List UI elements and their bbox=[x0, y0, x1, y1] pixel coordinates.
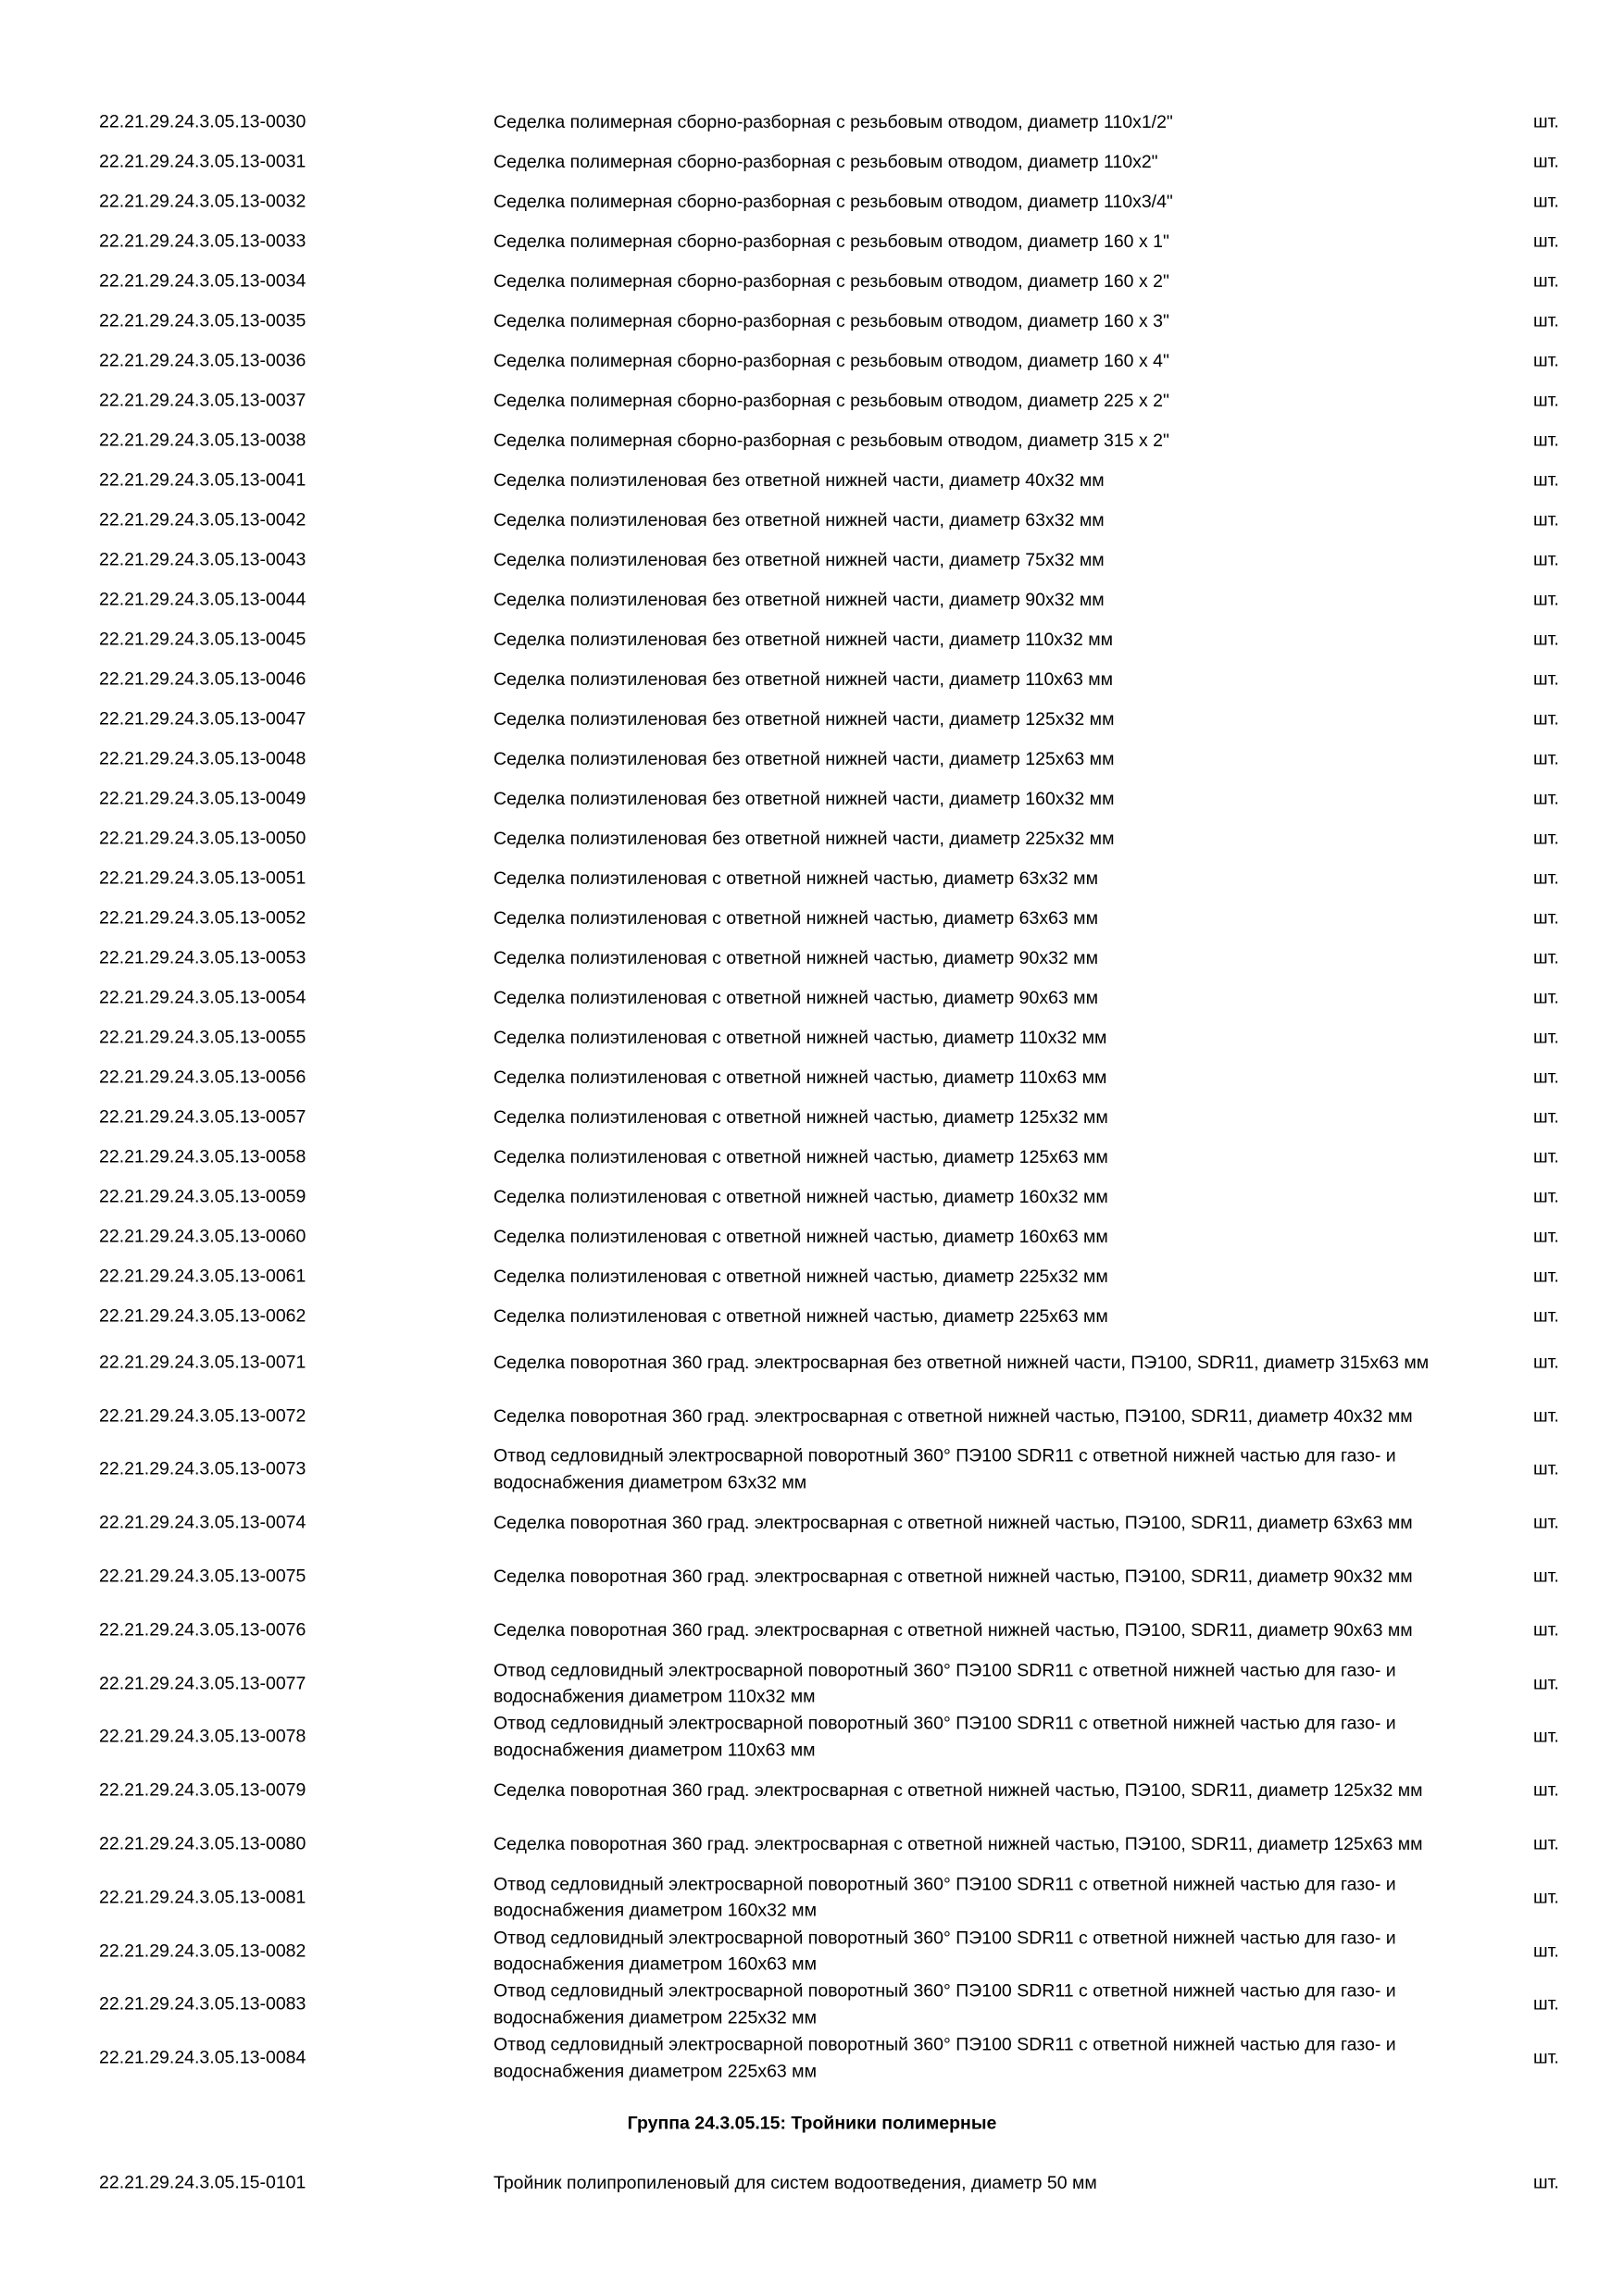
table-row bbox=[0, 619, 1624, 659]
table-row bbox=[0, 978, 1624, 1017]
table-row bbox=[0, 301, 1624, 341]
item-unit: шт. bbox=[1533, 668, 1559, 689]
item-unit: шт. bbox=[1533, 708, 1559, 729]
item-code: 22.21.29.24.3.05.13-0055 bbox=[99, 1027, 306, 1047]
item-description: Седелка полиэтиленовая с ответной нижней частью, диаметр 160x63 мм bbox=[493, 1226, 1108, 1247]
item-code: 22.21.29.24.3.05.13-0036 bbox=[99, 350, 306, 370]
item-code: 22.21.29.24.3.05.13-0031 bbox=[99, 151, 306, 171]
table-row bbox=[0, 1871, 1624, 1925]
item-unit: шт. bbox=[1533, 1779, 1559, 1801]
item-unit: шт. bbox=[1533, 151, 1559, 171]
item-code: 22.21.29.24.3.05.13-0054 bbox=[99, 987, 306, 1007]
table-row bbox=[0, 420, 1624, 460]
table-row bbox=[0, 779, 1624, 818]
item-code: 22.21.29.24.3.05.13-0073 bbox=[99, 1458, 306, 1479]
item-unit: шт. bbox=[1533, 270, 1559, 291]
item-code: 22.21.29.24.3.05.13-0049 bbox=[99, 788, 306, 808]
table-row bbox=[0, 1017, 1624, 1057]
table-row bbox=[0, 1657, 1624, 1711]
item-description: Седелка полимерная сборно-разборная с резьбовым отводом, диаметр 160 x 1" bbox=[493, 231, 1169, 252]
item-code: 22.21.29.24.3.05.13-0072 bbox=[99, 1405, 306, 1427]
item-description: Седелка поворотная 360 град. электросварная с ответной нижней частью, ПЭ100, SDR11, диаметр 40x32 мм bbox=[493, 1405, 1413, 1427]
item-code: 22.21.29.24.3.05.13-0041 bbox=[99, 469, 306, 490]
item-description: Отвод седловидный электросварной поворотный 360° ПЭ100 SDR11 с ответной нижней частью для газо- и водоснабжения диаметром 225x32 мм bbox=[493, 1980, 1396, 2028]
item-unit: шт. bbox=[1533, 231, 1559, 251]
item-unit: шт. bbox=[1533, 111, 1559, 131]
item-code: 22.21.29.24.3.05.13-0045 bbox=[99, 629, 306, 649]
table-row bbox=[0, 818, 1624, 858]
item-code: 22.21.29.24.3.05.13-0061 bbox=[99, 1266, 306, 1286]
item-unit: шт. bbox=[1533, 1266, 1559, 1286]
item-description: Седелка полиэтиленовая без ответной нижней части, диаметр 75x32 мм bbox=[493, 549, 1105, 570]
item-code: 22.21.29.24.3.05.13-0056 bbox=[99, 1067, 306, 1087]
item-description: Седелка полиэтиленовая с ответной нижней частью, диаметр 110x32 мм bbox=[493, 1027, 1107, 1048]
item-unit: шт. bbox=[1533, 310, 1559, 331]
table-row bbox=[0, 102, 1624, 142]
item-description: Седелка полиэтиленовая без ответной нижней части, диаметр 110x32 мм bbox=[493, 629, 1114, 650]
item-unit: шт. bbox=[1533, 1673, 1559, 1694]
item-description: Седелка поворотная 360 град. электросварная с ответной нижней частью, ПЭ100, SDR11, диаметр 90x63 мм bbox=[493, 1619, 1413, 1641]
item-unit: шт. bbox=[1533, 1106, 1559, 1127]
item-code: 22.21.29.24.3.05.13-0037 bbox=[99, 390, 306, 410]
item-code: 22.21.29.24.3.05.13-0081 bbox=[99, 1887, 306, 1908]
table-row bbox=[0, 659, 1624, 699]
item-unit: шт. bbox=[1533, 1833, 1559, 1854]
item-unit: шт. bbox=[1533, 1352, 1559, 1373]
item-description: Седелка полиэтиленовая с ответной нижней частью, диаметр 63x32 мм bbox=[493, 867, 1098, 889]
item-unit: шт. bbox=[1533, 469, 1559, 490]
item-description: Седелка полимерная сборно-разборная с резьбовым отводом, диаметр 110x1/2" bbox=[493, 111, 1173, 132]
item-description: Отвод седловидный электросварной поворотный 360° ПЭ100 SDR11 с ответной нижней частью для газо- и водоснабжения диаметром 63x32 мм bbox=[493, 1445, 1396, 1493]
item-code: 22.21.29.24.3.05.13-0032 bbox=[99, 191, 306, 211]
item-description: Седелка полиэтиленовая без ответной нижней части, диаметр 225x32 мм bbox=[493, 828, 1115, 849]
item-description: Седелка полимерная сборно-разборная с резьбовым отводом, диаметр 160 x 3" bbox=[493, 310, 1169, 331]
item-unit: шт. bbox=[1533, 1458, 1559, 1479]
table-row bbox=[0, 858, 1624, 898]
table-row bbox=[0, 1217, 1624, 1256]
table-row bbox=[0, 460, 1624, 500]
item-code: 22.21.29.24.3.05.13-0080 bbox=[99, 1833, 306, 1854]
item-unit: шт. bbox=[1533, 390, 1559, 410]
item-unit: шт. bbox=[1533, 1512, 1559, 1533]
item-code: 22.21.29.24.3.05.13-0083 bbox=[99, 1993, 306, 2015]
item-code: 22.21.29.24.3.05.13-0082 bbox=[99, 1940, 306, 1962]
item-code: 22.21.29.24.3.05.13-0078 bbox=[99, 1726, 306, 1747]
item-unit: шт. bbox=[1533, 430, 1559, 450]
item-unit: шт. bbox=[1533, 1067, 1559, 1087]
table-row bbox=[0, 1817, 1624, 1871]
item-description: Седелка полиэтиленовая с ответной нижней частью, диаметр 225x32 мм bbox=[493, 1266, 1108, 1287]
item-unit: шт. bbox=[1533, 748, 1559, 768]
item-description: Седелка полиэтиленовая без ответной нижней части, диаметр 90x32 мм bbox=[493, 589, 1105, 610]
table-row bbox=[0, 1711, 1624, 1765]
group-heading-text: Группа 24.3.05.15: Тройники полимерные bbox=[627, 2113, 997, 2134]
item-code: 22.21.29.24.3.05.13-0047 bbox=[99, 708, 306, 729]
item-unit: шт. bbox=[1533, 788, 1559, 808]
item-code: 22.21.29.24.3.05.13-0084 bbox=[99, 2047, 306, 2068]
item-code: 22.21.29.24.3.05.13-0060 bbox=[99, 1226, 306, 1246]
item-description: Седелка полимерная сборно-разборная с резьбовым отводом, диаметр 110x2" bbox=[493, 151, 1158, 172]
item-code: 22.21.29.24.3.05.13-0052 bbox=[99, 907, 306, 928]
item-code: 22.21.29.24.3.05.13-0038 bbox=[99, 430, 306, 450]
item-unit: шт. bbox=[1533, 2172, 1559, 2193]
item-description: Отвод седловидный электросварной поворотный 360° ПЭ100 SDR11 с ответной нижней частью для газо- и водоснабжения диаметром 110x63 мм bbox=[493, 1713, 1396, 1761]
item-code: 22.21.29.24.3.05.13-0053 bbox=[99, 947, 306, 967]
item-unit: шт. bbox=[1533, 1305, 1559, 1326]
table-row bbox=[0, 2163, 1624, 2202]
item-code: 22.21.29.24.3.05.13-0046 bbox=[99, 668, 306, 689]
table-row bbox=[0, 1057, 1624, 1097]
item-description: Седелка полиэтиленовая без ответной нижней части, диаметр 63x32 мм bbox=[493, 509, 1105, 530]
item-code: 22.21.29.24.3.05.13-0048 bbox=[99, 748, 306, 768]
item-unit: шт. bbox=[1533, 191, 1559, 211]
item-description: Седелка полиэтиленовая без ответной нижней части, диаметр 40x32 мм bbox=[493, 469, 1105, 491]
price-list-table bbox=[0, 102, 1624, 2202]
table-row bbox=[0, 1390, 1624, 1443]
rows-group-c bbox=[0, 2163, 1624, 2202]
table-row bbox=[0, 1256, 1624, 1296]
group-heading bbox=[0, 2085, 1624, 2163]
table-row bbox=[0, 580, 1624, 619]
item-unit: шт. bbox=[1533, 907, 1559, 928]
item-unit: шт. bbox=[1533, 947, 1559, 967]
table-row bbox=[0, 341, 1624, 381]
item-description: Седелка полиэтиленовая с ответной нижней частью, диаметр 160x32 мм bbox=[493, 1186, 1108, 1207]
item-code: 22.21.29.24.3.05.13-0058 bbox=[99, 1146, 306, 1167]
item-code: 22.21.29.24.3.05.13-0030 bbox=[99, 111, 306, 131]
item-unit: шт. bbox=[1533, 828, 1559, 848]
table-row bbox=[0, 142, 1624, 181]
item-unit: шт. bbox=[1533, 987, 1559, 1007]
item-code: 22.21.29.24.3.05.13-0062 bbox=[99, 1305, 306, 1326]
item-code: 22.21.29.24.3.05.13-0076 bbox=[99, 1619, 306, 1641]
item-unit: шт. bbox=[1533, 1146, 1559, 1167]
item-description: Седелка полиэтиленовая с ответной нижней частью, диаметр 90x32 мм bbox=[493, 947, 1098, 968]
item-unit: шт. bbox=[1533, 1566, 1559, 1587]
item-code: 22.21.29.24.3.05.15-0101 bbox=[99, 2172, 306, 2193]
item-unit: шт. bbox=[1533, 1887, 1559, 1908]
table-row bbox=[0, 1925, 1624, 1978]
item-code: 22.21.29.24.3.05.13-0059 bbox=[99, 1186, 306, 1206]
item-code: 22.21.29.24.3.05.13-0033 bbox=[99, 231, 306, 251]
item-unit: шт. bbox=[1533, 1726, 1559, 1747]
table-row bbox=[0, 221, 1624, 261]
item-code: 22.21.29.24.3.05.13-0077 bbox=[99, 1673, 306, 1694]
item-description: Седелка полиэтиленовая с ответной нижней частью, диаметр 125x63 мм bbox=[493, 1146, 1108, 1167]
item-description: Седелка поворотная 360 град. электросварная с ответной нижней частью, ПЭ100, SDR11, диаметр 90x32 мм bbox=[493, 1566, 1413, 1587]
item-code: 22.21.29.24.3.05.13-0042 bbox=[99, 509, 306, 530]
item-unit: шт. bbox=[1533, 1619, 1559, 1641]
item-description: Отвод седловидный электросварной поворотный 360° ПЭ100 SDR11 с ответной нижней частью для газо- и водоснабжения диаметром 225x63 мм bbox=[493, 2034, 1396, 2082]
item-code: 22.21.29.24.3.05.13-0051 bbox=[99, 867, 306, 888]
table-row bbox=[0, 1336, 1624, 1390]
table-row bbox=[0, 1296, 1624, 1336]
item-description: Седелка полиэтиленовая с ответной нижней частью, диаметр 63x63 мм bbox=[493, 907, 1098, 929]
item-code: 22.21.29.24.3.05.13-0071 bbox=[99, 1352, 306, 1373]
item-code: 22.21.29.24.3.05.13-0050 bbox=[99, 828, 306, 848]
item-unit: шт. bbox=[1533, 867, 1559, 888]
table-row bbox=[0, 1443, 1624, 1497]
item-code: 22.21.29.24.3.05.13-0079 bbox=[99, 1779, 306, 1801]
table-row bbox=[0, 381, 1624, 420]
item-code: 22.21.29.24.3.05.13-0057 bbox=[99, 1106, 306, 1127]
item-description: Седелка полимерная сборно-разборная с резьбовым отводом, диаметр 315 x 2" bbox=[493, 430, 1169, 451]
item-code: 22.21.29.24.3.05.13-0044 bbox=[99, 589, 306, 609]
item-unit: шт. bbox=[1533, 1405, 1559, 1427]
item-description: Седелка полиэтиленовая с ответной нижней частью, диаметр 225x63 мм bbox=[493, 1305, 1108, 1327]
item-unit: шт. bbox=[1533, 629, 1559, 649]
item-description: Седелка полимерная сборно-разборная с резьбовым отводом, диаметр 225 x 2" bbox=[493, 390, 1169, 411]
item-unit: шт. bbox=[1533, 509, 1559, 530]
item-code: 22.21.29.24.3.05.13-0075 bbox=[99, 1566, 306, 1587]
table-row bbox=[0, 938, 1624, 978]
table-row bbox=[0, 500, 1624, 540]
item-description: Седелка поворотная 360 град. электросварная с ответной нижней частью, ПЭ100, SDR11, диаметр 125x63 мм bbox=[493, 1833, 1423, 1854]
item-code: 22.21.29.24.3.05.13-0035 bbox=[99, 310, 306, 331]
item-unit: шт. bbox=[1533, 1027, 1559, 1047]
item-unit: шт. bbox=[1533, 1226, 1559, 1246]
rows-group-b bbox=[0, 1336, 1624, 2085]
table-row bbox=[0, 181, 1624, 221]
table-row bbox=[0, 739, 1624, 779]
item-description: Седелка полимерная сборно-разборная с резьбовым отводом, диаметр 160 x 2" bbox=[493, 270, 1169, 292]
table-row bbox=[0, 1550, 1624, 1603]
item-description: Седелка полимерная сборно-разборная с резьбовым отводом, диаметр 160 x 4" bbox=[493, 350, 1169, 371]
item-description: Тройник полипропиленовый для систем водоотведения, диаметр 50 мм bbox=[493, 2172, 1097, 2193]
item-description: Седелка полиэтиленовая без ответной нижней части, диаметр 110x63 мм bbox=[493, 668, 1114, 690]
item-unit: шт. bbox=[1533, 589, 1559, 609]
item-unit: шт. bbox=[1533, 350, 1559, 370]
table-row bbox=[0, 1097, 1624, 1137]
item-unit: шт. bbox=[1533, 1940, 1559, 1962]
table-row bbox=[0, 699, 1624, 739]
item-code: 22.21.29.24.3.05.13-0074 bbox=[99, 1512, 306, 1533]
item-description: Отвод седловидный электросварной поворотный 360° ПЭ100 SDR11 с ответной нижней частью для газо- и водоснабжения диаметром 160x32 мм bbox=[493, 1874, 1396, 1921]
item-description: Седелка полиэтиленовая без ответной нижней части, диаметр 160x32 мм bbox=[493, 788, 1115, 809]
table-row bbox=[0, 1978, 1624, 2032]
item-code: 22.21.29.24.3.05.13-0034 bbox=[99, 270, 306, 291]
table-row bbox=[0, 1496, 1624, 1550]
item-unit: шт. bbox=[1533, 2047, 1559, 2068]
item-description: Отвод седловидный электросварной поворотный 360° ПЭ100 SDR11 с ответной нижней частью для газо- и водоснабжения диаметром 110x32 мм bbox=[493, 1660, 1396, 1707]
table-row bbox=[0, 1137, 1624, 1177]
table-row bbox=[0, 261, 1624, 301]
table-row bbox=[0, 540, 1624, 580]
item-unit: шт. bbox=[1533, 549, 1559, 569]
item-description: Седелка поворотная 360 град. электросварная с ответной нижней частью, ПЭ100, SDR11, диаметр 125x32 мм bbox=[493, 1780, 1423, 1802]
table-row bbox=[0, 1177, 1624, 1217]
rows-group-a bbox=[0, 102, 1624, 1336]
item-unit: шт. bbox=[1533, 1993, 1559, 2015]
item-description: Седелка полимерная сборно-разборная с резьбовым отводом, диаметр 110x3/4" bbox=[493, 191, 1173, 212]
item-description: Седелка полиэтиленовая с ответной нижней частью, диаметр 90x63 мм bbox=[493, 987, 1098, 1008]
item-description: Седелка поворотная 360 град. электросварная без ответной нижней части, ПЭ100, SDR11, диаметр 315x63 мм bbox=[493, 1352, 1430, 1373]
item-unit: шт. bbox=[1533, 1186, 1559, 1206]
table-row bbox=[0, 898, 1624, 938]
item-code: 22.21.29.24.3.05.13-0043 bbox=[99, 549, 306, 569]
table-row bbox=[0, 1764, 1624, 1817]
item-description: Седелка полиэтиленовая без ответной нижней части, диаметр 125x32 мм bbox=[493, 708, 1115, 730]
item-description: Седелка полиэтиленовая с ответной нижней частью, диаметр 125x32 мм bbox=[493, 1106, 1108, 1128]
item-description: Седелка поворотная 360 град. электросварная с ответной нижней частью, ПЭ100, SDR11, диаметр 63x63 мм bbox=[493, 1513, 1413, 1534]
item-description: Отвод седловидный электросварной поворотный 360° ПЭ100 SDR11 с ответной нижней частью для газо- и водоснабжения диаметром 160x63 мм bbox=[493, 1928, 1396, 1975]
item-description: Седелка полиэтиленовая с ответной нижней частью, диаметр 110x63 мм bbox=[493, 1067, 1107, 1088]
table-row bbox=[0, 2031, 1624, 2085]
table-row bbox=[0, 1603, 1624, 1657]
item-description: Седелка полиэтиленовая без ответной нижней части, диаметр 125x63 мм bbox=[493, 748, 1115, 769]
